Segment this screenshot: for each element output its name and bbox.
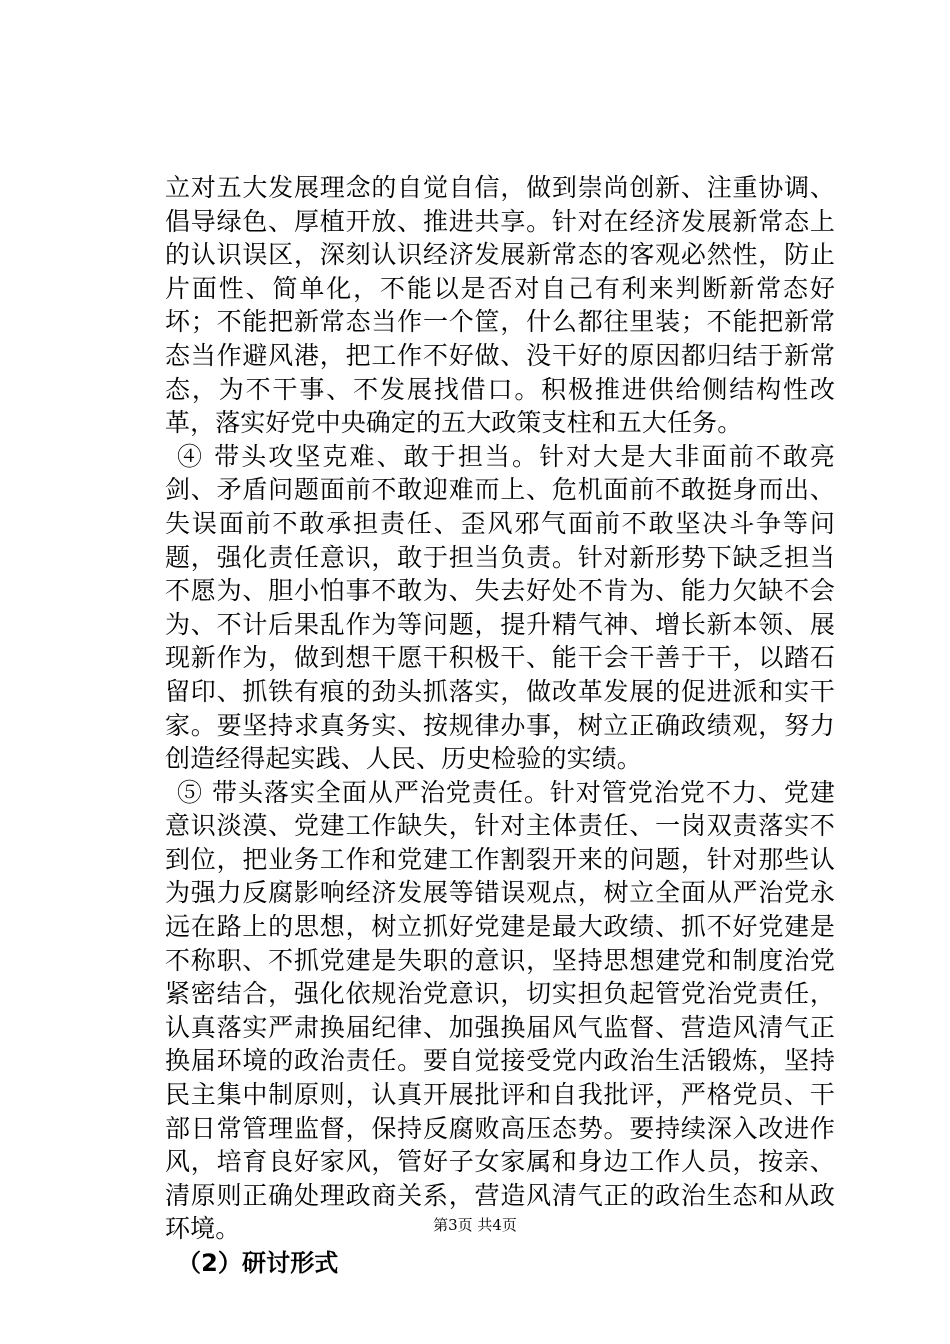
paragraph-item-4: ④ 带头攻坚克难、敢于担当。针对大是大非面前不敢亮剑、矛盾问题面前不敢迎难而上、危机面前不敢挺身而出、失误面前不敢承担责任、歪风邪气面前不敢坚决斗争等问题，强化责任意识，敢于担当负责。针对新形势下缺乏担当不愿为、胆小怕事不敢为、失去好处不肯为、能力欠缺不会为、不计后果乱作为等问题，提升精气神、增长新本领、展现新作为，做到想干愿干积极干、能干会干善于干，以踏石留印、抓铁有痕的劲头抓落实，做改革发展的促进派和实干家。要坚持求真务实、按规律办事，树立正确政绩观，努力创造经得起实践、人民、历史检验的实绩。 <box>165 441 835 774</box>
section-heading: （2）研讨形式 <box>177 1249 339 1277</box>
paragraph-item-5: ⑤ 带头落实全面从严治党责任。针对管党治党不力、党建意识淡漠、党建工作缺失，针对主体责任、一岗双责落实不到位，把业务工作和党建工作割裂开来的问题，针对那些认为强力反腐影响经济发展等错误观点，树立全面从严治党永远在路上的思想，树立抓好党建是最大政绩、抓不好党建是不称职、不抓党建是失职的意识，坚持思想建党和制度治党紧密结合，强化依规治党意识，切实担负起管党治党责任，认真落实严肃换届纪律、加强换届风气监督、营造风清气正换届环境的政治责任。要自觉接受党内政治生活锻炼，坚持民主集中制原则，认真开展批评和自我批评，严格党员、干部日常管理监督，保持反腐败高压态势。要持续深入改进作风，培育良好家风，管好子女家属和身边工作人员，按亲、清原则正确处理政商关系，营造风清气正的政治生态和从政环境。 <box>165 777 835 1244</box>
document-body <box>165 171 835 1280</box>
page-footer: 第3页 共4页 <box>433 1216 517 1234</box>
paragraph-continuation: 立对五大发展理念的自觉自信，做到崇尚创新、注重协调、倡导绿色、厚植开放、推进共享。针对在经济发展新常态上的认识误区，深刻认识经济发展新常态的客观必然性，防止片面性、简单化，不能以是否对自己有利来判断新常态好坏；不能把新常态当作一个筐，什么都往里装；不能把新常态当作避风港，把工作不好做、没干好的原因都归结于新常态，为不干事、不发展找借口。积极推进供给侧结构性改革，落实好党中央确定的五大政策支柱和五大任务。 <box>165 173 835 438</box>
